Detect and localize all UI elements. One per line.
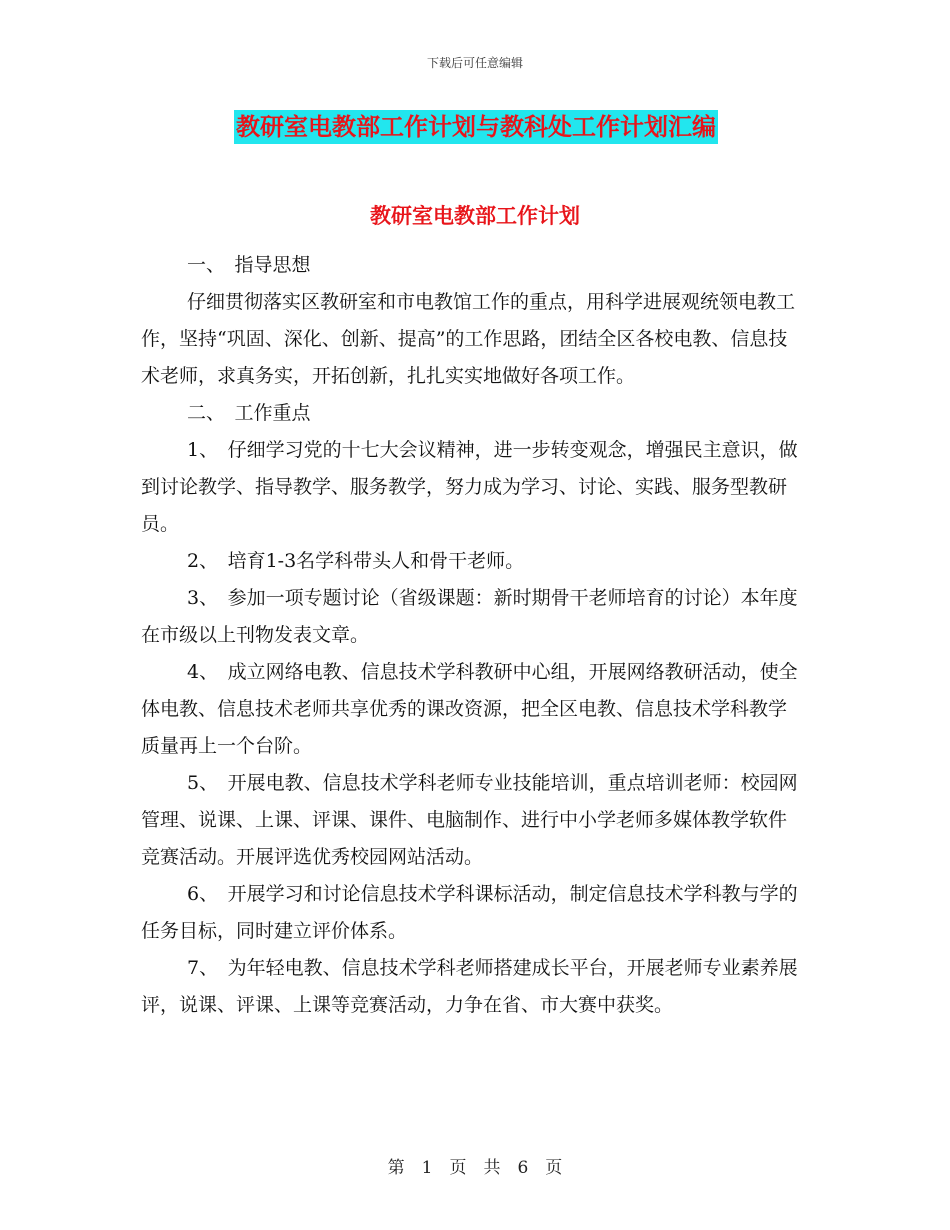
heading-work-focus: 二、 工作重点: [187, 402, 311, 424]
heading-guiding-ideology: 一、 指导思想: [187, 254, 311, 276]
list-item-3: 3、 参加一项专题讨论（省级课题：新时期骨干老师培育的讨论）本年度在市级以上刊物发表文章。: [141, 587, 798, 646]
section-title: 教研室电教部工作计划: [370, 203, 580, 228]
paragraph-guiding-ideology: 仔细贯彻落实区教研室和市电教馆工作的重点，用科学进展观统领电教工作，坚持“巩固、深化、创新、提高”的工作思路，团结全区各校电教、信息技术老师，求真务实，开拓创新，扎扎实实地做好各项工作。: [141, 291, 796, 387]
document-title: 教研室电教部工作计划与教科处工作计划汇编: [234, 110, 718, 144]
list-item-5: 5、 开展电教、信息技术学科老师专业技能培训，重点培训老师：校园网管理、说课、上课、评课、课件、电脑制作、进行中小学老师多媒体教学软件竞赛活动。开展评选优秀校园网站活动。: [141, 772, 798, 868]
page-footer: 第 1 页 共 6 页: [387, 1158, 563, 1178]
list-item-7: 7、 为年轻电教、信息技术学科老师搭建成长平台，开展老师专业素养展评，说课、评课、上课等竞赛活动，力争在省、市大赛中获奖。: [141, 957, 798, 1016]
list-item-1: 1、 仔细学习党的十七大会议精神，进一步转变观念，增强民主意识，做到讨论教学、指导教学、服务教学，努力成为学习、讨论、实践、服务型教研员。: [141, 439, 798, 535]
list-item-6: 6、 开展学习和讨论信息技术学科课标活动，制定信息技术学科教与学的任务目标，同时建立评价体系。: [141, 883, 798, 942]
body-text: [141, 247, 803, 1024]
header-note: 下载后可任意编辑: [426, 56, 523, 70]
list-item-2: 2、 培育1-3名学科带头人和骨干老师。: [187, 550, 525, 572]
list-item-4: 4、 成立网络电教、信息技术学科教研中心组，开展网络教研活动，使全体电教、信息技术老师共享优秀的课改资源，把全区电教、信息技术学科教学质量再上一个台阶。: [141, 661, 798, 757]
